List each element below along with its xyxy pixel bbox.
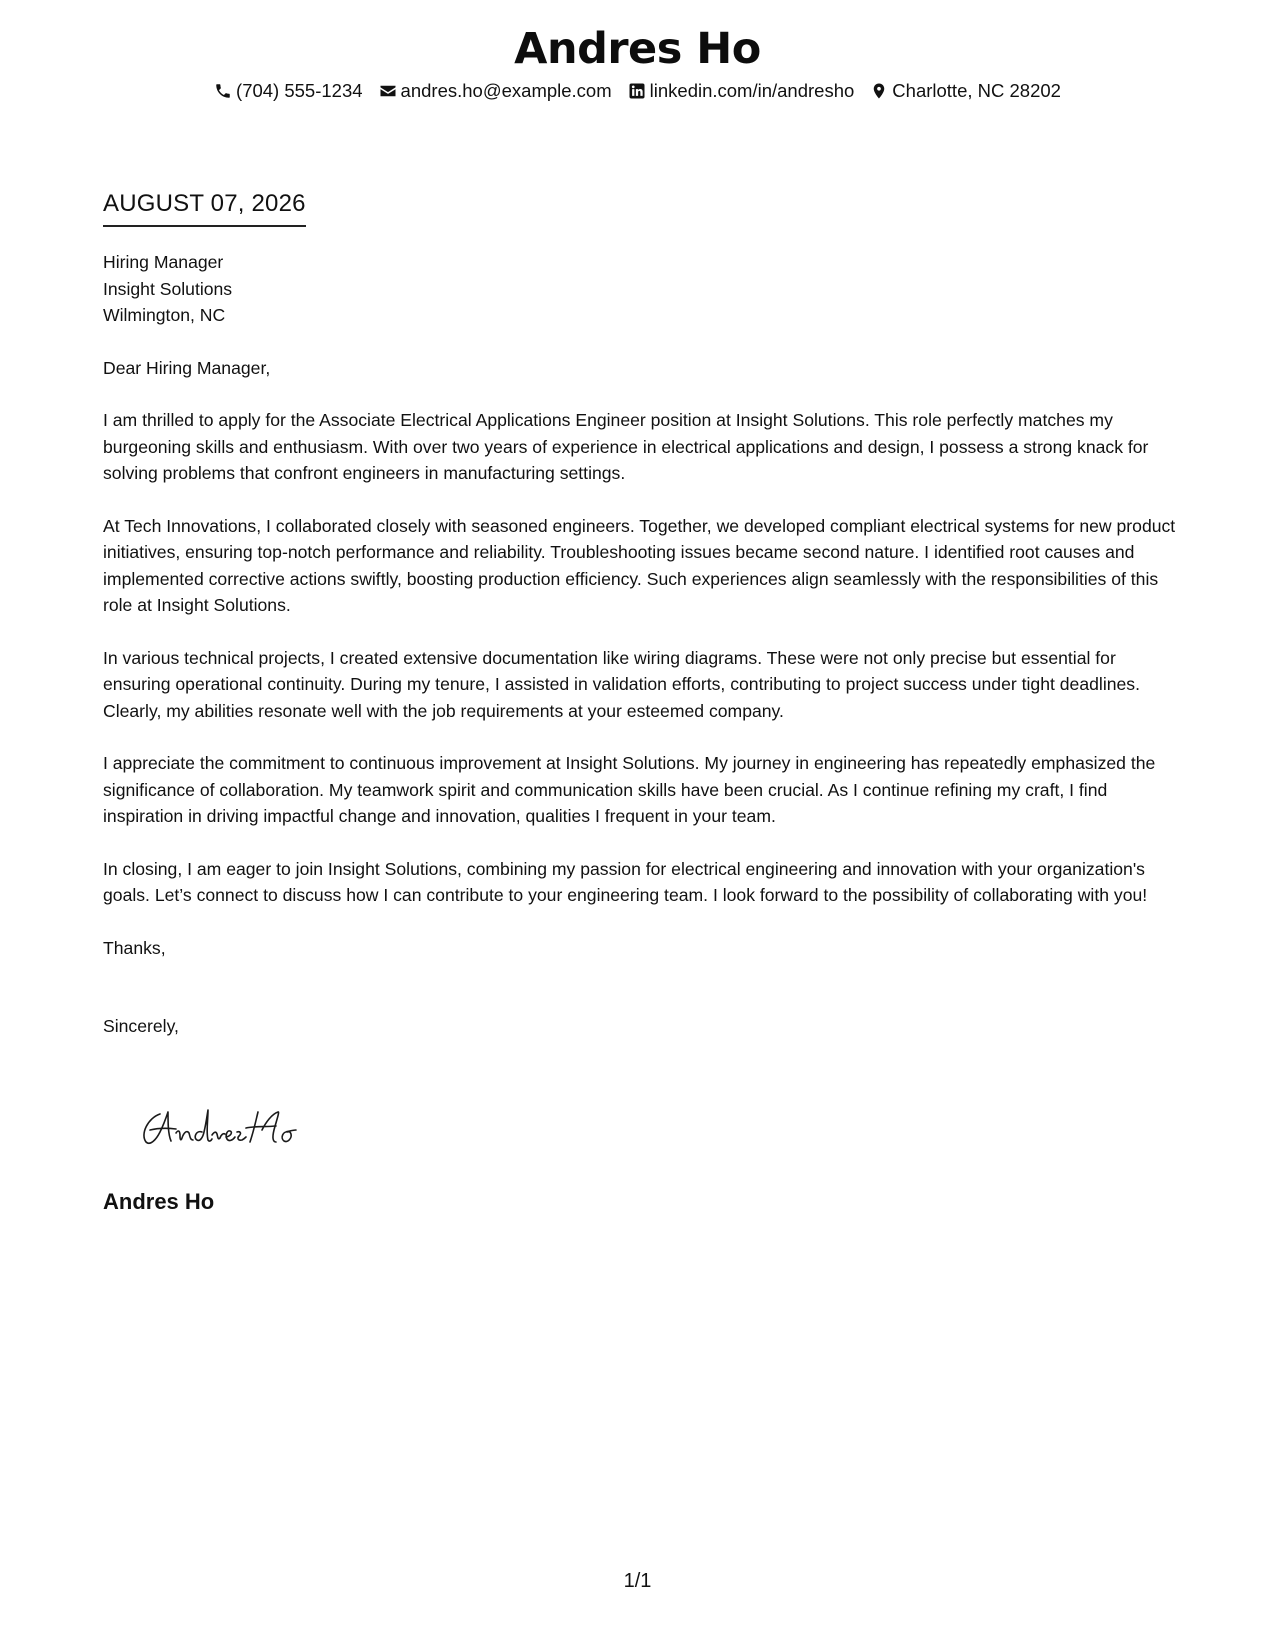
map-pin-icon xyxy=(870,82,888,100)
handwritten-signature xyxy=(138,1100,328,1150)
location-text: Charlotte, NC 28202 xyxy=(892,80,1061,101)
recipient-block xyxy=(103,249,1178,329)
contact-location xyxy=(870,79,1061,103)
email-text[interactable]: andres.ho@example.com xyxy=(400,80,612,101)
applicant-name-heading: Andres Ho xyxy=(514,24,761,74)
envelope-icon xyxy=(379,82,397,100)
closing-line: Sincerely, xyxy=(103,1016,179,1036)
contact-email[interactable] xyxy=(379,79,612,103)
signer-name: Andres Ho xyxy=(103,1189,215,1214)
body-paragraph: In various technical projects, I created extensive documentation like wiring diagrams. These were not only precise but essential for ensuring operational continuity. During my tenure, I assisted in validation efforts, contributing to project success under tight deadlines. Clearly, my abilities resonate well with the job requirements at your esteemed company. xyxy=(103,647,1140,721)
linkedin-icon xyxy=(628,82,646,100)
contact-info-bar xyxy=(0,79,1275,103)
body-paragraph: I am thrilled to apply for the Associate Electrical Applications Engineer position at Insight Solutions. This role perfectly matches my burgeoning skills and enthusiasm. With over two years of experience in electrical applications and design, I possess a strong knack for solving problems that confront engineers in manufacturing settings. xyxy=(103,410,1149,483)
recipient-location: Wilmington, NC xyxy=(103,305,226,325)
phone-icon xyxy=(214,82,232,100)
contact-linkedin[interactable] xyxy=(628,79,855,103)
salutation: Dear Hiring Manager, xyxy=(103,357,271,378)
phone-text: (704) 555-1234 xyxy=(236,80,363,101)
thanks-line: Thanks, xyxy=(103,937,166,958)
recipient-title: Hiring Manager xyxy=(103,252,224,272)
body-paragraph: In closing, I am eager to join Insight Solutions, combining my passion for electrical engineering and innovation with your organization's goals. Let’s connect to discuss how I can contribute to your engineering team. I look forward to the possibility of collaborating with you! xyxy=(103,858,1148,905)
contact-phone xyxy=(214,79,363,103)
letter-date: AUGUST 07, 2026 xyxy=(103,189,306,227)
body-paragraph: At Tech Innovations, I collaborated closely with seasoned engineers. Together, we developed compliant electrical systems for new product initiatives, ensuring top-notch performance and reliability. Troubleshooting issues became second nature. I identified root causes and implemented corrective actions swiftly, boosting production efficiency. Such experiences align seamlessly with the responsibilities of this role at Insight Solutions. xyxy=(103,515,1176,615)
letter-body xyxy=(103,249,1178,1040)
linkedin-text[interactable]: linkedin.com/in/andresho xyxy=(649,80,855,101)
body-paragraph: I appreciate the commitment to continuous improvement at Insight Solutions. My journey in engineering has repeatedly emphasized the significance of collaboration. My teamwork spirit and communication skills have been crucial. As I continue refining my craft, I find inspiration in driving impactful change and innovation, qualities I frequent in your team. xyxy=(103,753,1156,826)
page-number: 1/1 xyxy=(623,1570,652,1592)
recipient-company: Insight Solutions xyxy=(103,278,233,299)
